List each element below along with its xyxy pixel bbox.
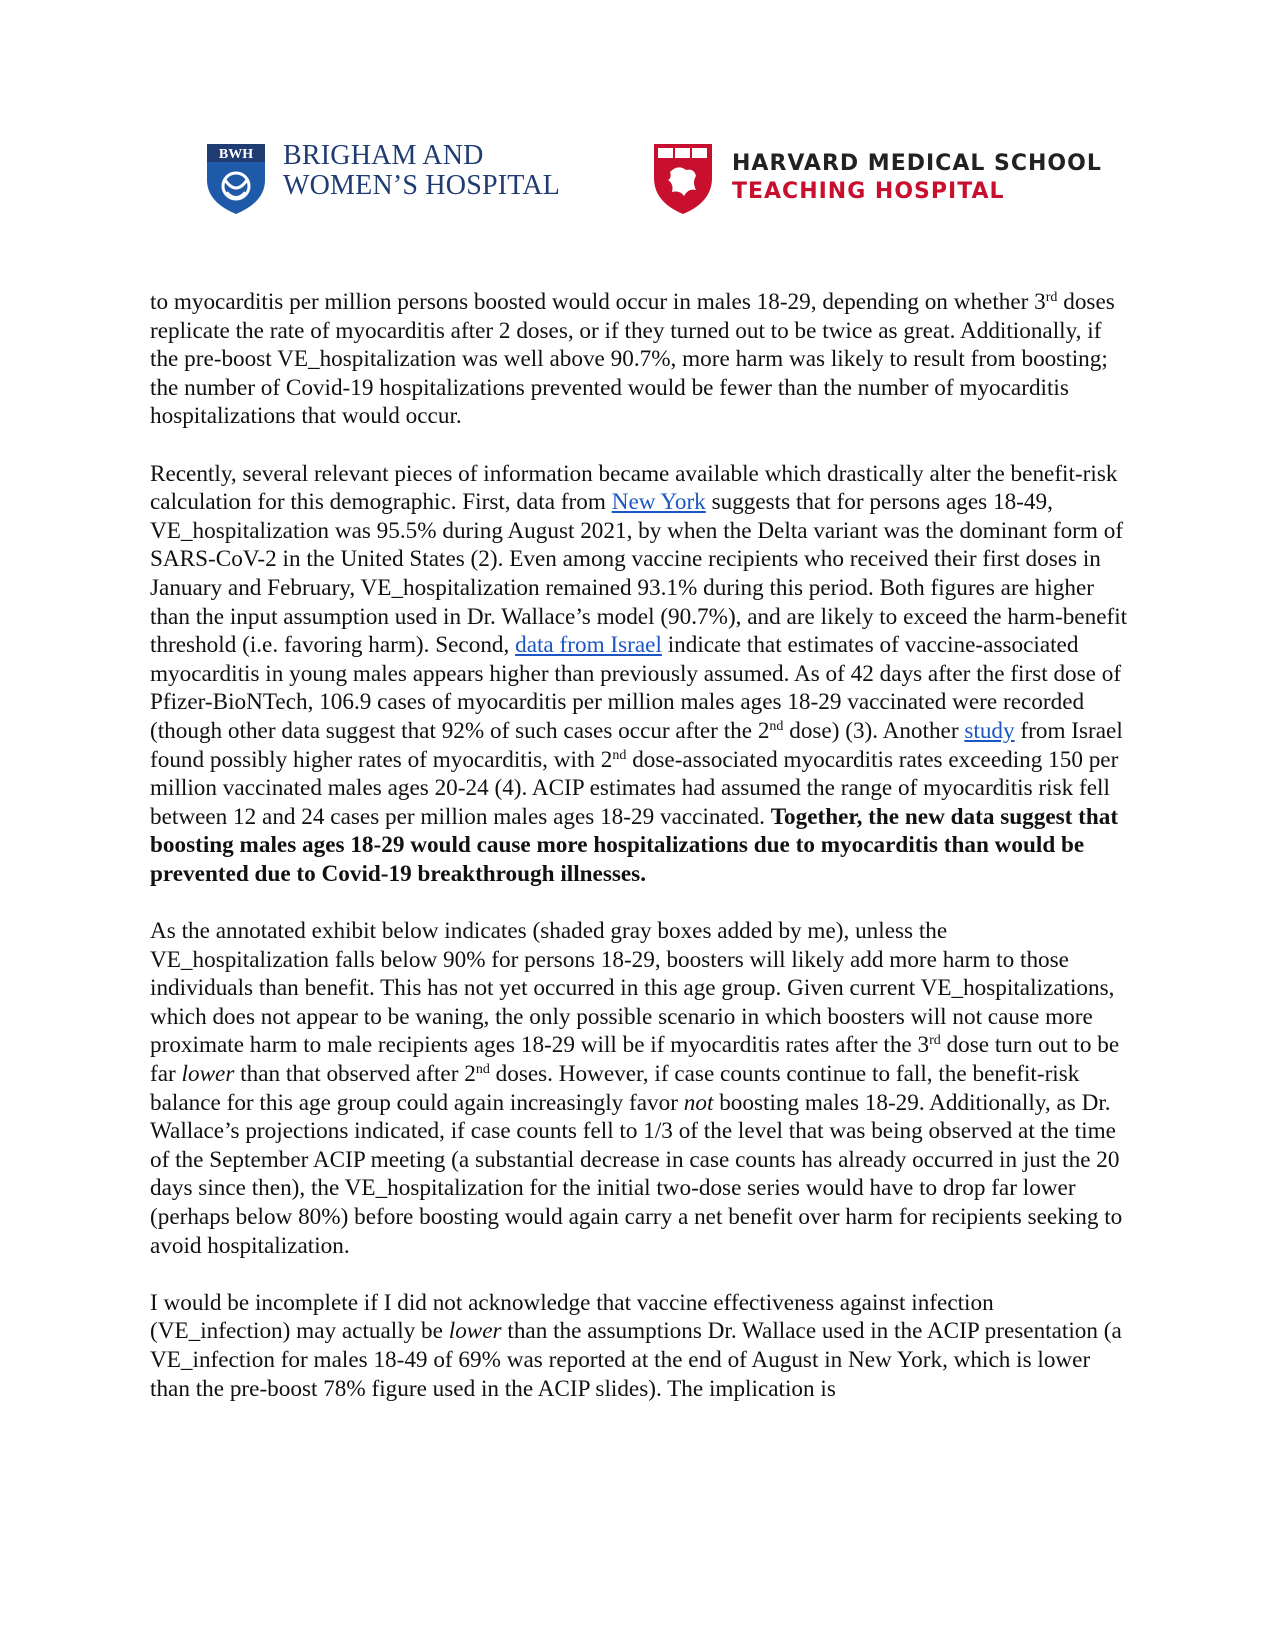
- paragraph-4: [150, 1289, 1130, 1403]
- p3-sup-1: rd: [929, 1033, 941, 1049]
- p3-text-3: than that observed after 2: [234, 1061, 476, 1088]
- p3-text-4: doses. However, if case counts continue to fall, the benefit-risk balance for this age group could again increasingly favor: [150, 1061, 1080, 1116]
- hms-name: HARVARD MEDICAL SCHOOL: [732, 151, 1102, 176]
- bwh-name: [283, 141, 560, 201]
- p2-text-5: from Israel found possibly higher rates of myocarditis, with 2: [150, 717, 1123, 773]
- p1-sup-1: rd: [1045, 290, 1058, 305]
- p3-italic-2: not: [683, 1089, 714, 1116]
- bwh-shield-icon: [205, 140, 267, 216]
- p2-text-3: indicate that estimates of vaccine-associated myocarditis in young males appears higher than previously assumed. As of 42 days after the first dose of Pfizer-BioNTech, 106.9 cases of myocarditis per million males ages 18-29 vaccinated were recorded (though other data suggest that 92% of such cases occur after the 2: [150, 632, 1122, 744]
- paragraph-1: [150, 288, 1130, 431]
- p2-bold-conclusion: Together, the new data suggest that boosting males ages 18-29 would cause more hospitalizations due to myocarditis than would be prevented due to Covid-19 breakthrough illnesses.: [150, 803, 1119, 887]
- hms-subtitle: TEACHING HOSPITAL: [732, 179, 1005, 204]
- paragraph-2: [150, 460, 1130, 889]
- p4-text-2: than the assumptions Dr. Wallace used in the ACIP presentation (a VE_infection for males 18-49 of 69% was reported at the end of August in New York, which is lower than the pre-boost 78% figure used in the ACIP slides). The implication is: [150, 1318, 1122, 1402]
- p2-sup-2: nd: [612, 747, 627, 763]
- p3-italic-1: lower: [181, 1061, 235, 1088]
- harvard-shield-icon: [652, 142, 714, 216]
- p2-sup-1: nd: [769, 718, 784, 734]
- p3-sup-2: nd: [475, 1062, 490, 1078]
- data-from-israel-link[interactable]: data from Israel: [515, 632, 662, 659]
- p3-text-2: dose turn out to be far: [150, 1032, 1120, 1088]
- bwh-name-line1: BRIGHAM AND: [283, 140, 484, 171]
- bwh-logo: [205, 140, 585, 220]
- p3-text-5: boosting males 18-29. Additionally, as Dr. Wallace’s projections indicated, if case counts fell to 1/3 of the level that was being observed at the time of the September ACIP meeting (a substantial decrease in case counts has already occurred in just the 20 days since then), the VE_hospitalization for the initial two-dose series would have to drop far lower (perhaps below 80%) before boosting would again carry a net benefit over harm for recipients seeking to avoid hospitalization.: [150, 1089, 1123, 1259]
- p2-text-6: dose-associated myocarditis rates exceeding 150 per million vaccinated males ages 20-24 (4). ACIP estimates had assumed the range of myocarditis risk fell between 12 and 24 cases per million males ages 18-29 vaccinated.: [150, 746, 1119, 830]
- p1-text-2: doses replicate the rate of myocarditis after 2 doses, or if they turned out to be twice as great. Additionally, if the pre-boost VE_hospitalization was well above 90.7%, more harm was likely to result from boosting; the number of Covid-19 hospitalizations prevented would be fewer than the number of myocarditis hospitalizations that would occur.: [150, 289, 1115, 430]
- p3-text-1: As the annotated exhibit below indicates (shaded gray boxes added by me), unless the VE_hospitalization falls below 90% for persons 18-29, boosters will likely add more harm to those individuals than benefit. This has not yet occurred in this age group. Given current VE_hospitalizations, which does not appear to be waning, the only possible scenario in which boosters will not cause more proximate harm to male recipients ages 18-29 will be if myocarditis rates after the 3: [150, 918, 1115, 1059]
- bwh-name-line2: WOMEN’S HOSPITAL: [283, 170, 561, 201]
- new-york-link[interactable]: New York: [611, 489, 706, 516]
- p2-text-4: dose) (3). Another: [783, 717, 965, 744]
- letterhead: [0, 0, 1275, 260]
- hms-logo: [652, 142, 1102, 222]
- study-link[interactable]: study: [964, 717, 1015, 744]
- p1-text-1: to myocarditis per million persons boosted would occur in males 18-29, depending on whether 3: [150, 289, 1046, 315]
- p2-text-2: suggests that for persons ages 18-49, VE_hospitalization was 95.5% during August 2021, by when the Delta variant was the dominant form of SARS-CoV-2 in the United States (2). Even among vaccine recipients who received their first doses in January and February, VE_hospitalization remained 93.1% during this period. Both figures are higher than the input assumption used in Dr. Wallace’s model (90.7%), and are likely to exceed the harm-benefit threshold (i.e. favoring harm). Second,: [150, 489, 1128, 659]
- bwh-badge-text: BWH: [218, 147, 254, 162]
- p4-text-1: I would be incomplete if I did not acknowledge that vaccine effectiveness against infection (VE_infection) may actually be: [150, 1289, 994, 1345]
- p4-italic-1: lower: [448, 1318, 502, 1345]
- paragraph-3: [150, 917, 1130, 1260]
- letter-body: [150, 288, 1130, 1432]
- p2-text-1: Recently, several relevant pieces of information became available which drastically alter the benefit-risk calculation for this demographic. First, data from: [150, 460, 1118, 516]
